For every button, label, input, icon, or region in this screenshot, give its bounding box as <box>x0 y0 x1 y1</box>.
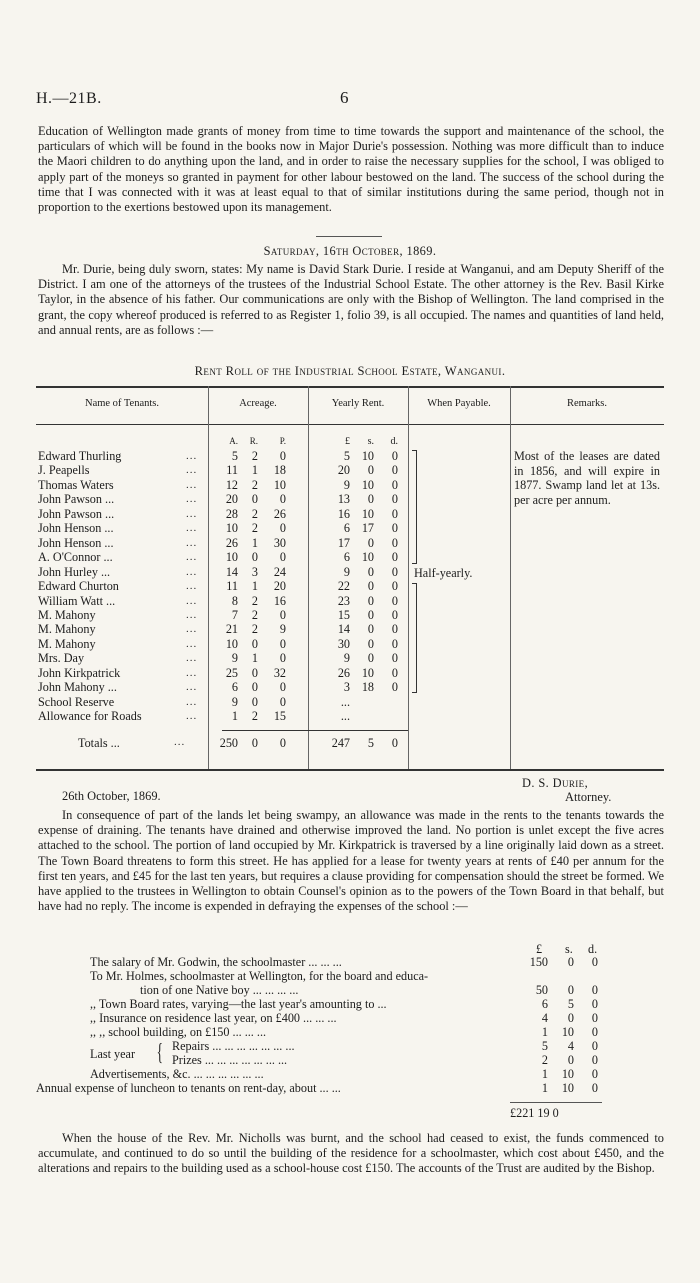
column-header-remarks: Remarks. <box>567 398 607 409</box>
leader-dots: ... <box>186 652 198 665</box>
tenant-name: John Pawson ... <box>38 506 115 521</box>
rent-cell-s: 0 <box>367 564 374 579</box>
rent-cell-s: 17 <box>361 521 374 536</box>
rent-cell-p: 30 <box>273 535 286 550</box>
rent-cell-r: 2 <box>251 709 258 724</box>
tenant-name: Edward Thurling <box>38 449 122 463</box>
rent-cell-l: 16 <box>337 506 350 521</box>
leader-dots: ... <box>186 507 198 520</box>
rent-cell-s: 0 <box>367 593 374 608</box>
rent-cell-p: 0 <box>279 449 286 463</box>
tenant-name: William Watt ... <box>38 593 116 608</box>
date-heading: Saturday, 16th October, 1869. <box>263 244 437 258</box>
signature-name-text: D. S. Durie, <box>522 776 589 790</box>
tenant-name: M. Mahony <box>38 607 96 622</box>
rent-cell-r: 3 <box>251 564 258 579</box>
expense-total-rule <box>510 1102 602 1103</box>
rent-cell-a: 10 <box>225 636 238 651</box>
rent-cell-a: 1 <box>231 709 238 724</box>
leader-dots: ... <box>186 666 198 679</box>
rent-cell-l: 9 <box>343 564 350 579</box>
rent-cell-a: 10 <box>225 521 238 536</box>
rent-cell-r: 2 <box>251 521 258 536</box>
rent-cell-r: 1 <box>251 463 258 478</box>
expense-amount-l: 1 <box>541 1081 548 1095</box>
tenant-name: John Pawson ... <box>38 492 115 507</box>
expense-amount-l: 50 <box>535 983 548 997</box>
brace-bottom <box>412 583 417 693</box>
rent-cell-r: 2 <box>251 593 258 608</box>
rent-cell-l: 9 <box>343 651 350 666</box>
rent-cell-l: 5 <box>343 449 350 463</box>
expense-label: tion of one Native boy ... ... ... ... <box>140 983 299 997</box>
expense-amount-d: 0 <box>591 1053 598 1067</box>
column-divider <box>308 386 309 769</box>
expense-amount-d: 0 <box>591 997 598 1011</box>
rent-cell-d: 0 <box>391 665 398 680</box>
totals-pounds: 247 <box>331 736 350 750</box>
rent-cell-a: 25 <box>225 665 238 680</box>
tenant-name: A. O'Connor ... <box>38 550 113 565</box>
exp-unit-shillings: s. <box>565 942 573 956</box>
rent-cell-a: 10 <box>225 550 238 565</box>
rent-cell-l: 20 <box>337 463 350 478</box>
leader-dots: ... <box>186 580 198 593</box>
expense-amount-s: 5 <box>567 997 574 1011</box>
expense-amount-s: 10 <box>561 1025 574 1039</box>
rent-cell-d: 0 <box>391 550 398 565</box>
rent-cell-a: 11 <box>226 463 238 478</box>
rent-cell-l: 17 <box>337 535 350 550</box>
rent-cell-s: 10 <box>361 665 374 680</box>
rent-cell-r: 0 <box>251 550 258 565</box>
table-bottom-rule <box>36 769 664 771</box>
tenant-name: School Reserve <box>38 694 115 709</box>
rent-cell-l: 22 <box>337 579 350 594</box>
expense-amount-d: 0 <box>591 1011 598 1025</box>
leader-dots: ... <box>174 736 186 748</box>
rent-cell-s: 18 <box>361 680 374 695</box>
rent-cell-p: 0 <box>279 550 286 565</box>
rent-cell-s: 10 <box>361 550 374 565</box>
rent-cell-r: 2 <box>251 607 258 622</box>
table-header-rule <box>36 424 664 425</box>
expense-amount-l: 4 <box>541 1011 548 1025</box>
rent-cell-l: 6 <box>343 521 350 536</box>
tenant-name: John Henson ... <box>38 521 114 536</box>
expense-amount-s: 4 <box>567 1039 574 1053</box>
tenant-name: M. Mahony <box>38 622 96 637</box>
rent-cell-a: 26 <box>225 535 238 550</box>
column-divider <box>510 386 511 769</box>
rent-cell-a: 20 <box>225 492 238 507</box>
testimony-paragraph: Mr. Durie, being duly sworn, states: My name is David Stark Durie. I reside at Wanganui, and am Deputy Sheriff of the District. I am one of the attorneys of the trustees of the Industrial School Estate. The other attorney is the Rev. Basil Kirke Taylor, in the absence of his father. Our communications are only with the Bishop of Wellington. The land comprised in the grant, the copy whereof produced is referred to as Register 1, folio 39, is all occupied. The names and quantities of land held, and annual rents, are as follows :— <box>38 262 664 337</box>
unit-perches: P. <box>279 436 286 446</box>
leader-dots: ... <box>186 478 198 491</box>
rent-cell-s: 10 <box>361 477 374 492</box>
rent-cell-r: 1 <box>251 579 258 594</box>
totals-acres: 250 <box>219 736 238 750</box>
rent-cell-d: 0 <box>391 506 398 521</box>
tenant-name: John Hurley ... <box>38 564 111 579</box>
rent-cell-p: 32 <box>273 665 286 680</box>
expense-amount-l: 1 <box>541 1067 548 1081</box>
column-header-rent: Yearly Rent. <box>331 398 385 409</box>
rent-cell-a: 8 <box>231 593 238 608</box>
leader-dots: ... <box>186 450 198 462</box>
expense-amount-l: 6 <box>541 997 548 1011</box>
expense-amount-d: 0 <box>591 1039 598 1053</box>
rent-cell-s: 0 <box>367 607 374 622</box>
rent-cell-l: ... <box>340 709 350 724</box>
expense-amount-l: 150 <box>529 955 548 969</box>
tenant-name: Edward Churton <box>38 579 119 594</box>
rent-cell-s: 0 <box>367 463 374 478</box>
column-header-acreage: Acreage. <box>239 398 277 409</box>
rent-cell-p: 16 <box>273 593 286 608</box>
rent-cell-r: 2 <box>251 506 258 521</box>
expense-amount-d: 0 <box>591 1025 598 1039</box>
tenant-name: M. Mahony <box>38 636 96 651</box>
tenant-name: Mrs. Day <box>38 651 85 666</box>
unit-roods: R. <box>249 436 258 446</box>
exp-unit-pence: d. <box>588 942 598 956</box>
rent-cell-p: 0 <box>279 694 286 709</box>
when-payable-value: Half-yearly. <box>414 566 473 580</box>
rent-cell-r: 0 <box>251 636 258 651</box>
rent-cell-p: 0 <box>279 521 286 536</box>
expense-label: The salary of Mr. Godwin, the schoolmaster ... ... ... <box>90 955 342 969</box>
rent-cell-d: 0 <box>391 651 398 666</box>
rent-cell-l: 14 <box>337 622 350 637</box>
remarks-text: Most of the leases are dated in 1856, and will expire in 1877. Swamp land let at 13s. per acre per annum. <box>514 449 660 507</box>
rent-cell-p: 18 <box>273 463 286 478</box>
rent-cell-s: 10 <box>361 506 374 521</box>
expense-amount-l: 5 <box>541 1039 548 1053</box>
rent-cell-s: 0 <box>367 651 374 666</box>
rent-cell-a: 28 <box>225 506 238 521</box>
rent-cell-p: 24 <box>273 564 286 579</box>
expense-label: Prizes ... ... ... ... ... ... ... <box>172 1053 288 1067</box>
leader-dots: ... <box>186 493 198 506</box>
rent-cell-d: 0 <box>391 593 398 608</box>
intro-paragraph: Education of Wellington made grants of money from time to time towards the support and maintenance of the school, the particulars of which will be found in the books now in Major Durie's possession. Nothing was more difficult than to induce the Maori children to do anything upon the land, and in order to raise the necessary supplies for the school, I was obliged to apply part of the moneys so granted in payment for other labour bestowed on the land. The success of the school during the time that I was connected with it was at least equal to that of similar institutions during the same period, though not in proportion to the exertions bestowed upon its management. <box>38 124 664 215</box>
rent-cell-s: 0 <box>367 622 374 637</box>
tenant-name: John Mahony ... <box>38 680 117 695</box>
leader-dots: ... <box>186 565 198 578</box>
document-reference: H.—21B. <box>36 90 102 107</box>
expense-amount-l: 1 <box>541 1025 548 1039</box>
rent-cell-r: 2 <box>251 449 258 463</box>
leader-dots: ... <box>186 551 198 564</box>
leader-dots: ... <box>186 681 198 694</box>
expense-amount-s: 10 <box>561 1081 574 1095</box>
unit-pence: d. <box>390 436 398 447</box>
rent-cell-a: 9 <box>231 651 238 666</box>
rent-cell-d: 0 <box>391 449 398 463</box>
rent-cell-p: 9 <box>279 622 286 637</box>
expense-amount-s: 0 <box>567 955 574 969</box>
rent-cell-l: 30 <box>337 636 350 651</box>
expense-label: To Mr. Holmes, schoolmaster at Wellington, for the board and educa- <box>90 969 429 983</box>
totals-roods: 0 <box>251 736 258 750</box>
expense-label: ,, Insurance on residence last year, on £400 ... ... ... <box>90 1011 337 1025</box>
rent-cell-r: 2 <box>251 622 258 637</box>
rent-cell-l: 3 <box>343 680 350 695</box>
brace-top <box>412 450 417 564</box>
leader-dots: ... <box>186 695 198 708</box>
expense-amount-s: 0 <box>567 983 574 997</box>
rent-cell-r: 0 <box>251 492 258 507</box>
tenant-name: John Kirkpatrick <box>38 665 121 680</box>
rent-cell-r: 0 <box>251 665 258 680</box>
column-header-name: Name of Tenants. <box>84 398 159 409</box>
expense-amount-d: 0 <box>591 1067 598 1081</box>
rent-cell-s: 0 <box>367 636 374 651</box>
tenant-name: J. Peapells <box>38 463 90 478</box>
rent-cell-p: 0 <box>279 607 286 622</box>
totals-shillings: 5 <box>367 736 374 750</box>
tenant-name: Thomas Waters <box>38 477 114 492</box>
unit-pounds: £ <box>345 436 350 447</box>
leader-dots: ... <box>186 637 198 650</box>
totals-perches: 0 <box>279 736 286 750</box>
rent-cell-s: 10 <box>361 449 374 463</box>
rent-cell-p: 0 <box>279 680 286 695</box>
rent-cell-a: 21 <box>225 622 238 637</box>
expense-label: Advertisements, &c. ... ... ... ... ... ... <box>90 1067 264 1081</box>
leader-dots: ... <box>186 522 198 535</box>
rent-cell-d: 0 <box>391 492 398 507</box>
tenant-name: John Henson ... <box>38 535 114 550</box>
rent-cell-l: 9 <box>343 477 350 492</box>
rent-cell-a: 7 <box>231 607 238 622</box>
expense-label: ,, ,, school building, on £150 ... ... ... <box>90 1025 267 1039</box>
expense-amount-s: 0 <box>567 1011 574 1025</box>
rent-cell-l: 6 <box>343 550 350 565</box>
rent-cell-a: 5 <box>231 449 238 463</box>
closing-paragraph: When the house of the Rev. Mr. Nicholls was burnt, and the school had ceased to exist, the funds commenced to accumulate, and continued to do so until the building of the residence for a schoolmaster, which cost about £450, and the alterations and repairs to the building used as a school-house cost £150. The accounts of the Trust are audited by the Bishop. <box>38 1131 664 1176</box>
section-divider <box>316 236 382 237</box>
rent-cell-d: 0 <box>391 636 398 651</box>
expense-amount-d: 0 <box>591 1081 598 1095</box>
rent-cell-a: 14 <box>225 564 238 579</box>
rent-cell-d: 0 <box>391 564 398 579</box>
rent-cell-d: 0 <box>391 463 398 478</box>
rent-cell-r: 2 <box>251 477 258 492</box>
rent-cell-a: 11 <box>226 579 238 594</box>
rent-cell-r: 1 <box>251 535 258 550</box>
unit-shillings: s. <box>367 436 374 447</box>
leader-dots: ... <box>186 464 198 477</box>
rent-cell-l: 23 <box>337 593 350 608</box>
totals-label: Totals ... <box>78 736 120 750</box>
expense-amount-d: 0 <box>591 955 598 969</box>
rent-cell-p: 0 <box>279 492 286 507</box>
rent-cell-a: 9 <box>231 694 238 709</box>
totals-pence: 0 <box>391 736 398 750</box>
leader-dots: ... <box>186 608 198 621</box>
rent-cell-l: 13 <box>337 492 350 507</box>
rent-cell-d: 0 <box>391 477 398 492</box>
rent-cell-s: 0 <box>367 535 374 550</box>
rent-cell-a: 12 <box>225 477 238 492</box>
leader-dots: ... <box>186 710 198 723</box>
rent-cell-d: 0 <box>391 622 398 637</box>
signature-name <box>522 776 588 791</box>
rent-cell-l: ... <box>340 694 350 709</box>
exp-unit-pounds: £ <box>536 942 543 956</box>
rent-cell-p: 15 <box>273 709 286 724</box>
expense-label: ,, Town Board rates, varying—the last year's amounting to ... <box>90 997 387 1011</box>
rent-cell-p: 10 <box>273 477 286 492</box>
unit-acres: A. <box>229 436 238 446</box>
rent-cell-d: 0 <box>391 579 398 594</box>
leader-dots: ... <box>186 623 198 636</box>
drainage-paragraph: In consequence of part of the lands let being swampy, an allowance was made in the rents to the tenants towards the expense of draining. The tenants have drained and otherwise improved the land. No portion is unlet except the five acres attached to the school. The portion of land occupied by Mr. Kirkpatrick is traversed by a line originally laid down as a street. The Town Board threatens to form this street. He has applied for a lease for twenty years at rents of £40 per annum for the first ten years, and £45 for the last ten years, but requires a clause providing for compensation should the street be formed. We have applied to the trustees in Wellington to obtain Counsel's opinion as to the powers of the Town Board in that behalf, but have had no reply. The income is expended in defraying the expenses of the school :— <box>38 808 664 914</box>
rent-roll-table <box>36 386 664 771</box>
page-number: 6 <box>340 88 349 107</box>
signature-date: 26th October, 1869. <box>62 789 161 803</box>
signature-title: Attorney. <box>565 790 612 804</box>
tenant-name: Allowance for Roads <box>38 709 142 724</box>
rent-cell-d: 0 <box>391 535 398 550</box>
rent-cell-d: 0 <box>391 680 398 695</box>
expense-amount-l: 2 <box>541 1053 548 1067</box>
expense-amount-s: 10 <box>561 1067 574 1081</box>
expense-amount-s: 0 <box>567 1053 574 1067</box>
table-title: Rent Roll of the Industrial School Estate, Wanganui. <box>194 364 506 378</box>
expense-brace: { <box>156 1040 163 1066</box>
rent-cell-p: 0 <box>279 636 286 651</box>
rent-cell-a: 6 <box>231 680 238 695</box>
column-divider <box>208 386 209 769</box>
rent-cell-p: 0 <box>279 651 286 666</box>
rent-cell-p: 26 <box>273 506 286 521</box>
expense-label: Annual expense of luncheon to tenants on rent-day, about ... ... <box>36 1081 341 1095</box>
leader-dots: ... <box>186 594 198 607</box>
table-top-rule <box>36 386 664 388</box>
column-header-when-payable: When Payable. <box>427 398 491 409</box>
rent-cell-l: 26 <box>337 665 350 680</box>
rent-cell-d: 0 <box>391 607 398 622</box>
rent-cell-s: 0 <box>367 492 374 507</box>
rent-cell-r: 0 <box>251 680 258 695</box>
rent-cell-r: 0 <box>251 694 258 709</box>
totals-rule <box>222 730 408 731</box>
rent-cell-l: 15 <box>337 607 350 622</box>
expense-total: £221 19 0 <box>510 1106 559 1120</box>
last-year-label: Last year <box>90 1047 136 1061</box>
rent-cell-p: 20 <box>273 579 286 594</box>
column-divider <box>408 386 409 769</box>
rent-cell-s: 0 <box>367 579 374 594</box>
expense-amount-d: 0 <box>591 983 598 997</box>
expense-label: Repairs ... ... ... ... ... ... ... <box>172 1039 295 1053</box>
rent-cell-d: 0 <box>391 521 398 536</box>
rent-cell-r: 1 <box>251 651 258 666</box>
leader-dots: ... <box>186 536 198 549</box>
